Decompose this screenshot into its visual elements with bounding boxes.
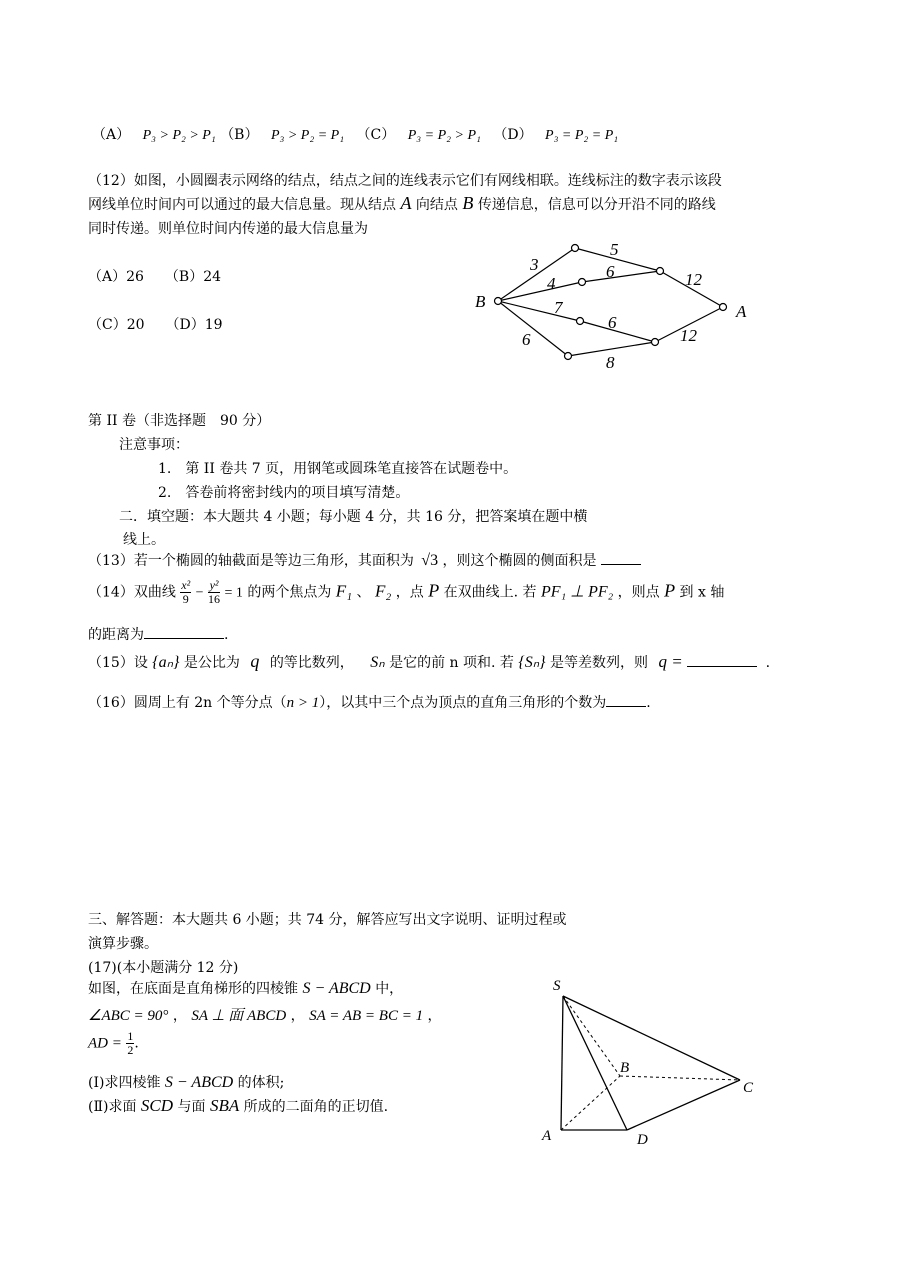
q17-face-sba: SBA xyxy=(209,1096,240,1115)
network-node-label-b: B xyxy=(475,292,486,311)
q14-equals-one: = 1 xyxy=(224,585,243,601)
q12-var-a: A xyxy=(400,193,412,213)
q15-answer-blank[interactable] xyxy=(687,666,757,667)
network-node xyxy=(495,298,502,305)
q11-option-d-label: （D） xyxy=(493,127,533,143)
q14-perp-condition: PF₁ ⊥ PF₂ xyxy=(541,583,614,601)
q11-option-a-expr: P₃ > P₂ > P₁ xyxy=(142,128,216,143)
q12-line-3: 同时传递。则单位时间内传递的最大信息量为 xyxy=(88,221,368,237)
q11-option-b-label: （B） xyxy=(220,127,259,143)
network-edge-label: 8 xyxy=(606,353,615,372)
q11-option-a-label: （A） xyxy=(92,127,131,143)
network-edge-label: 12 xyxy=(685,270,702,289)
q14-frac-x-den: 9 xyxy=(182,592,189,606)
q15-q-equals: q = xyxy=(658,652,683,671)
network-node xyxy=(652,339,659,346)
q17-lengths: SA = AB = BC = 1 xyxy=(309,1008,424,1024)
q15-sn: Sₙ xyxy=(370,654,385,671)
q17-ad-frac-num: 1 xyxy=(127,1029,134,1043)
part2-notice-1: 1. 第 II 卷共 7 页，用钢笔或圆珠笔直接答在试题卷中。 xyxy=(158,461,518,477)
q14-label: （14）双曲线 xyxy=(88,584,176,601)
q14-sep: 、 xyxy=(356,584,371,601)
q12-network-diagram xyxy=(470,235,760,375)
network-edge-label: 3 xyxy=(530,255,539,274)
q14-p: P xyxy=(428,580,440,601)
network-edge-label: 6 xyxy=(606,262,615,281)
q16-end: . xyxy=(646,695,651,711)
q14-text-e: 到 x 轴 xyxy=(679,584,725,601)
q14-answer-blank[interactable] xyxy=(144,638,224,639)
q11-option-d-expr: P₃ = P₂ = P₁ xyxy=(545,128,619,143)
q14-line-2-text: 的距离为 xyxy=(88,627,144,643)
q12-line-2-text-a: 网线单位时间内可以通过的最大信息量。现从结点 xyxy=(88,197,396,213)
q14-minus: − xyxy=(195,585,204,601)
q17-header: (17)(本小题满分 12 分) xyxy=(88,960,239,976)
q16-text-b: ），以其中三个点为顶点的直角三角形的个数为 xyxy=(319,695,607,711)
q14-frac-y xyxy=(208,579,220,606)
q17-sa-perp: SA ⊥ 面 ABCD xyxy=(191,1008,287,1024)
q15-text-d: 是等差数列，则 xyxy=(550,655,648,671)
q17-line-1 xyxy=(88,978,403,998)
part2-title: 第 II 卷（非选择题 90 分） xyxy=(88,413,271,429)
pyramid-label-d: D xyxy=(637,1132,648,1148)
q17-face-scd: SCD xyxy=(140,1096,174,1115)
q15-text-a: 是公比为 xyxy=(183,655,240,671)
q13-sqrt-3: √3 xyxy=(421,552,439,569)
q15-end: . xyxy=(765,655,771,671)
q17-pyramid-figure xyxy=(535,972,760,1152)
q15-sequence-an: {aₙ} xyxy=(152,654,180,671)
q14-frac-y-num: y² xyxy=(209,578,219,592)
network-edge-label: 4 xyxy=(547,274,556,293)
part3-title-1: 三、解答题：本大题共 6 小题；共 74 分，解答应写出文字说明、证明过程或 xyxy=(88,912,567,928)
pyramid-label-s: S xyxy=(553,978,561,994)
q16-condition: n > 1 xyxy=(286,695,320,711)
q17-pyramid-expr: S − ABCD xyxy=(302,980,371,997)
q14-text-b: ，点 xyxy=(395,584,424,601)
fill-section-title-2: 线上。 xyxy=(123,532,165,548)
q11-option-c-expr: P₃ = P₂ > P₁ xyxy=(407,128,481,143)
q13-text-a: （13）若一个椭圆的轴截面是等边三角形，其面积为 xyxy=(88,553,414,569)
q12-line-2-text-b: 向结点 xyxy=(415,197,458,213)
q17-sep-2: ， xyxy=(290,1008,305,1024)
part3-title-2: 演算步骤。 xyxy=(88,936,158,952)
q14-text-d: ，则点 xyxy=(617,584,660,601)
q14-f1: F₁ xyxy=(335,581,353,601)
part2-notice-2: 2. 答卷前将密封线内的项目填写清楚。 xyxy=(158,485,410,501)
q13-answer-blank[interactable] xyxy=(601,564,641,565)
q17-line-3 xyxy=(88,1030,139,1057)
q17-ad-lhs: AD = xyxy=(88,1035,122,1052)
q13-line xyxy=(88,550,641,570)
network-node xyxy=(577,318,584,325)
q16-answer-blank[interactable] xyxy=(606,706,646,707)
q17-part-1-expr: S − ABCD xyxy=(164,1074,234,1091)
network-node-label-a: A xyxy=(736,302,747,321)
q17-part-2-text-a: (Ⅱ)求面 xyxy=(88,1099,137,1115)
q13-text-b: ，则这个椭圆的侧面积是 xyxy=(442,553,597,569)
part2-notice-title: 注意事项： xyxy=(119,437,189,453)
q14-frac-x xyxy=(180,579,191,606)
q17-sep-3: ， xyxy=(427,1008,442,1024)
q12-options-row-2: （C）20 （D）19 xyxy=(88,317,223,333)
q14-frac-y-den: 16 xyxy=(208,592,221,606)
q17-sep-1: ， xyxy=(172,1008,187,1024)
q17-part-1-text-b: 的体积; xyxy=(237,1075,285,1091)
q17-line-1-text-a: 如图，在底面是直角梯形的四棱锥 xyxy=(88,981,298,997)
network-node xyxy=(657,268,664,275)
pyramid-label-b: B xyxy=(620,1060,630,1076)
q15-text-c: 是它的前 n 项和. 若 xyxy=(389,655,514,671)
q15-sn-set: {Sₙ} xyxy=(518,654,546,671)
network-edge-label: 6 xyxy=(522,330,531,349)
network-node xyxy=(565,353,572,360)
q14-p-2: P xyxy=(664,580,676,601)
q14-text-a: 的两个焦点为 xyxy=(247,584,332,601)
network-node xyxy=(572,245,579,252)
network-edge-label: 6 xyxy=(608,313,617,332)
q16-text-a: （16）圆周上有 2n 个等分点（ xyxy=(88,695,287,711)
network-edge-label: 12 xyxy=(680,326,697,345)
q12-line-1: （12）如图，小圆圈表示网络的结点，结点之间的连线表示它们有网线相联。连线标注的数字表示该段 xyxy=(88,173,722,189)
q14-f2: F₂ xyxy=(375,581,392,601)
q17-line-2 xyxy=(88,1004,442,1025)
q11-option-c-label: （C） xyxy=(356,127,396,143)
q15-label: （15）设 xyxy=(88,655,148,671)
q17-part-2-text-c: 所成的二面角的正切值. xyxy=(243,1099,389,1115)
q14-line-2 xyxy=(88,624,228,644)
q14-line-1 xyxy=(88,579,724,606)
q17-angle-abc: ∠ABC = 90° xyxy=(88,1008,169,1024)
network-edge-label: 5 xyxy=(610,240,619,259)
network-edge-label: 7 xyxy=(554,298,563,317)
q12-line-2-text-c: 传递信息，信息可以分开沿不同的路线 xyxy=(477,197,716,213)
q14-line-2-end: . xyxy=(224,627,229,643)
q11-option-b-expr: P₃ > P₂ = P₁ xyxy=(270,128,345,143)
q17-line-3-end: . xyxy=(134,1035,139,1052)
q12-line-2 xyxy=(88,193,716,214)
q14-text-c: 在双曲线上. 若 xyxy=(443,584,537,601)
q15-line xyxy=(88,651,770,672)
network-node xyxy=(579,279,586,286)
q17-part-1-text-a: (Ⅰ)求四棱锥 xyxy=(88,1075,161,1091)
q17-part-1 xyxy=(88,1072,284,1092)
q15-text-b: 的等比数列， xyxy=(269,655,354,671)
q17-ad-frac-den: 2 xyxy=(127,1043,134,1057)
q15-q: q xyxy=(250,651,260,671)
q11-options-row xyxy=(92,124,618,144)
network-node xyxy=(720,304,727,311)
pyramid-label-a: A xyxy=(542,1128,552,1144)
q17-part-2-text-b: 与面 xyxy=(177,1099,206,1115)
q12-options-row-1: （A）26 （B）24 xyxy=(88,269,222,285)
q16-line xyxy=(88,692,651,712)
q14-frac-x-num: x² xyxy=(181,578,191,592)
q17-part-2 xyxy=(88,1096,388,1116)
fill-section-title-1: 二．填空题：本大题共 4 小题；每小题 4 分，共 16 分，把答案填在题中横 xyxy=(119,509,588,525)
q12-var-b: B xyxy=(462,193,474,213)
q17-line-1-text-b: 中， xyxy=(375,981,404,997)
pyramid-label-c: C xyxy=(743,1080,754,1096)
